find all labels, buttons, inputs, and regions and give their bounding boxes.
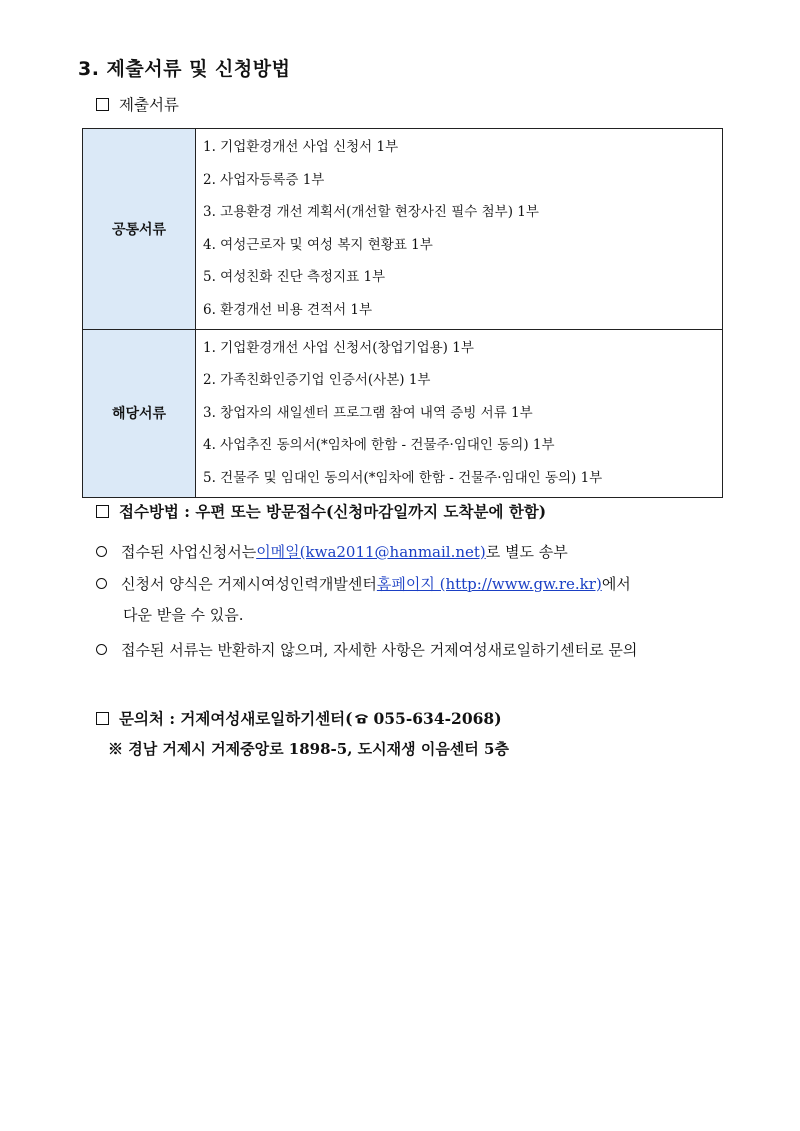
checkbox-square-icon: [96, 712, 109, 725]
category-cell: 해당서류: [83, 329, 196, 497]
list-item: 5. 건물주 및 임대인 동의서(*임차에 한함 - 건물주·임대인 동의) 1부: [203, 469, 603, 486]
documents-heading-row: [96, 93, 179, 115]
documents-heading: 제출서류: [119, 96, 179, 114]
homepage-link[interactable]: 홈페이지 (http://www.gw.re.kr): [376, 575, 602, 593]
bullet-text: 접수된 사업신청서는: [121, 543, 257, 561]
checkbox-square-icon: [96, 505, 109, 518]
list-item: 2. 사업자등록증 1부: [203, 171, 325, 188]
telephone-icon: [354, 713, 369, 724]
table-row: [83, 329, 723, 497]
email-link[interactable]: 이메일(kwa2011@hanmail.net): [256, 543, 486, 561]
documents-table: [82, 128, 723, 498]
list-item: 4. 사업추진 동의서(*임차에 한함 - 건물주·임대인 동의) 1부: [203, 437, 555, 454]
submission-bullet: [96, 573, 631, 594]
items-cell: [196, 329, 723, 497]
list-item: 4. 여성근로자 및 여성 복지 현황표 1부: [203, 236, 433, 253]
contact-row: [96, 707, 502, 729]
submission-bullet: [96, 541, 568, 562]
circle-bullet-icon: [96, 644, 107, 655]
list-item: 3. 창업자의 새일센터 프로그램 참여 내역 증빙 서류 1부: [203, 404, 533, 421]
items-cell: [196, 129, 723, 330]
list-item: 6. 환경개선 비용 견적서 1부: [203, 301, 373, 318]
bullet-text: 에서: [601, 575, 631, 593]
bullet-text: 접수된 서류는 반환하지 않으며, 자세한 사항은 거제여성새로일하기센터로 문의: [121, 641, 638, 659]
bullet-text: 신청서 양식은 거제시여성인력개발센터: [121, 575, 377, 593]
checkbox-square-icon: [96, 98, 109, 111]
list-item: 2. 가족친화인증기업 인증서(사본) 1부: [203, 372, 431, 389]
submission-heading-row: [96, 500, 546, 522]
submission-bullet: [96, 639, 637, 660]
list-item: 5. 여성친화 진단 측정지표 1부: [203, 269, 386, 286]
submission-heading: 접수방법 : 우편 또는 방문접수(신청마감일까지 도착분에 한함): [119, 502, 547, 521]
section-title: 3. 제출서류 및 신청방법: [78, 58, 291, 80]
circle-bullet-icon: [96, 546, 107, 557]
category-cell: 공통서류: [83, 129, 196, 330]
table-row: [83, 129, 723, 330]
bullet-text: 로 별도 송부: [485, 543, 568, 561]
contact-address: ※ 경남 거제시 거제중앙로 1898-5, 도시재생 이음센터 5층: [108, 740, 509, 758]
list-item: 1. 기업환경개선 사업 신청서(창업기업용) 1부: [203, 339, 474, 356]
contact-phone: 055-634-2068): [373, 708, 502, 728]
circle-bullet-icon: [96, 578, 107, 589]
list-item: 3. 고용환경 개선 계획서(개선할 현장사진 필수 첨부) 1부: [203, 204, 539, 221]
bullet-continuation: 다운 받을 수 있음.: [123, 606, 244, 624]
contact-label: 문의처 : 거제여성새로일하기센터(: [119, 709, 353, 728]
list-item: 1. 기업환경개선 사업 신청서 1부: [203, 139, 399, 155]
